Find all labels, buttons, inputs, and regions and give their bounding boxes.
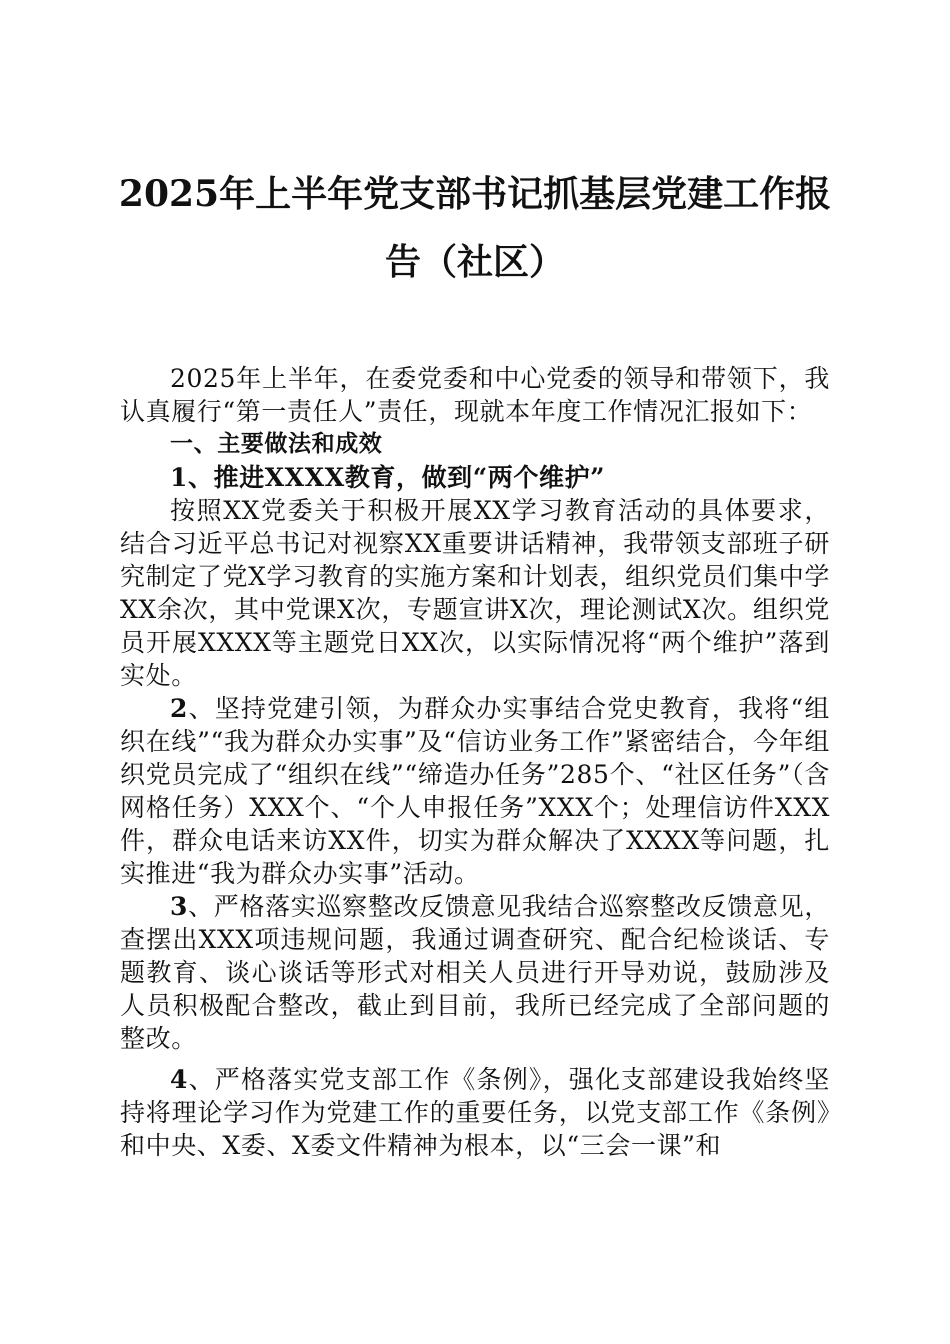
item-4-text: 、严格落实党支部工作《条例》，强化支部建设我始终坚持将理论学习作为党建工作的重要任务，以党支部工作《条例》和中央、X委、X委文件精神为根本，以“三会一课”和 bbox=[120, 1065, 830, 1160]
document-body bbox=[120, 362, 830, 1162]
item-1-paragraph: 按照XX党委关于积极开展XX学习教育活动的具体要求，结合习近平总书记对视察XX重要讲话精神，我带领支部班子研究制定了党X学习教育的实施方案和计划表，组织党员们集中学XX余次，其中党课X次，专题宣讲X次，理论测试X次。组织党员开展XXXX等主题党日XX次，以实际情况将“两个维护”落到实处。 bbox=[120, 496, 830, 690]
item-2-text: 、坚持党建引领，为群众办实事结合党史教育，我将“组织在线”“我为群众办实事”及“信访业务工作”紧密结合，今年组织党员完成了“组织在线”“缔造办任务”285个、“社区任务”（含网格任务）XXX个、“个人申报任务”XXX个；处理信访件XXX件，群众电话来访XX件，切实为群众解决了XXXX等问题，扎实推进“我为群众办实事”活动。 bbox=[120, 694, 830, 888]
item-1-heading: 1、推进XXXX教育，做到“两个维护” bbox=[170, 463, 606, 492]
document-title-line-2: 告（社区） bbox=[384, 241, 565, 283]
item-3-number: 3 bbox=[170, 892, 188, 921]
item-3-text: 、严格落实巡察整改反馈意见我结合巡察整改反馈意见，查摆出XXX项违规问题，我通过调查研究、配合纪检谈话、专题教育、谈心谈话等形式对相关人员进行开导劝说，鼓励涉及人员积极配合整改，截止到目前，我所已经完成了全部问题的整改。 bbox=[120, 892, 830, 1053]
section-heading-1: 一、主要做法和成效 bbox=[170, 431, 383, 457]
item-3-paragraph bbox=[120, 890, 830, 1055]
intro-paragraph: 2025年上半年，在委党委和中心党委的领导和带领下，我认真履行“第一责任人”责任，现就本年度工作情况汇报如下： bbox=[120, 364, 830, 426]
item-2-number: 2 bbox=[170, 694, 188, 723]
item-4-paragraph bbox=[120, 1063, 830, 1162]
item-2-paragraph bbox=[120, 692, 830, 890]
item-4-number: 4 bbox=[170, 1065, 188, 1094]
document-title-line-1: 2025年上半年党支部书记抓基层党建工作报 bbox=[118, 173, 832, 215]
